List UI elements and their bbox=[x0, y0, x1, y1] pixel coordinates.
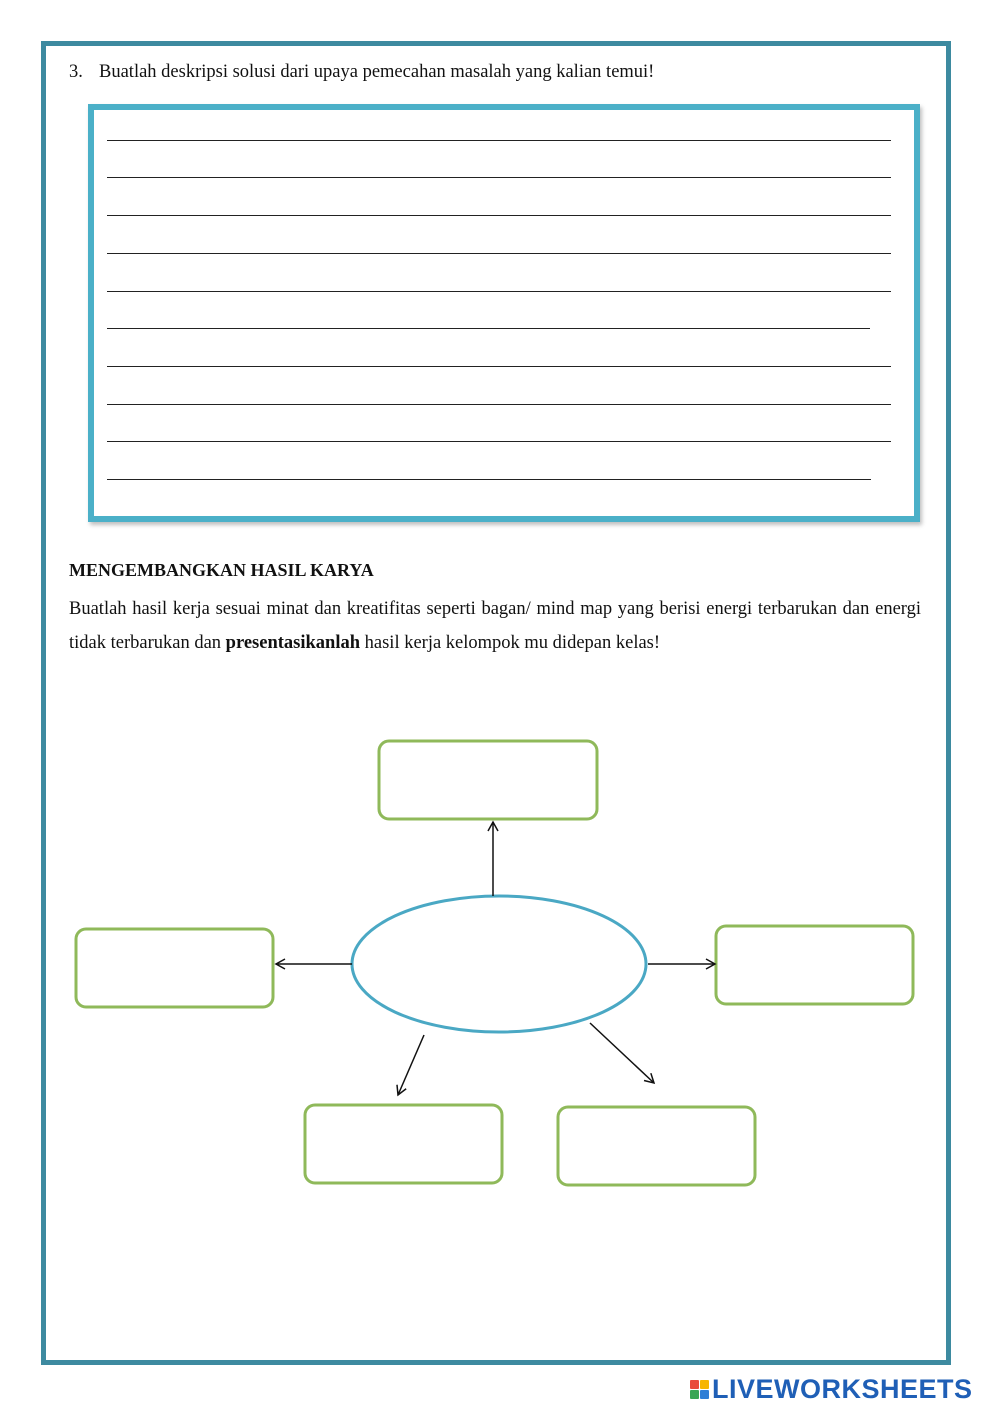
liveworksheets-blocks-icon bbox=[690, 1380, 709, 1399]
liveworksheets-logo[interactable] bbox=[690, 1374, 973, 1404]
logo-text: LIVEWORKSHEETS bbox=[712, 1373, 973, 1404]
question-number: 3. bbox=[69, 62, 83, 82]
mind-map-branch-right[interactable] bbox=[716, 926, 913, 1004]
mind-map-center-node[interactable] bbox=[352, 896, 646, 1032]
arrow-bottom-right bbox=[590, 1023, 654, 1083]
instruction-text-end: hasil kerja kelompok mu didepan kelas! bbox=[360, 633, 661, 653]
mind-map-branch-left[interactable] bbox=[76, 929, 273, 1007]
section-heading: MENGEMBANGKAN HASIL KARYA bbox=[69, 560, 374, 580]
instruction-text: Buatlah hasil kerja sesuai minat dan kreatifitas seperti bagan/ mind map yang berisi energi terbarukan dan energi tidak terbarukan dan bbox=[69, 599, 921, 653]
mind-map-branch-bottom-left[interactable] bbox=[305, 1105, 502, 1183]
mind-map-branch-bottom-right[interactable] bbox=[558, 1107, 755, 1185]
mind-map-branch-top[interactable] bbox=[379, 741, 597, 819]
instruction-emphasis: presentasikanlah bbox=[225, 633, 361, 653]
question-text: Buatlah deskripsi solusi dari upaya pemecahan masalah yang kalian temui! bbox=[99, 62, 655, 82]
arrow-bottom-left bbox=[398, 1035, 424, 1095]
